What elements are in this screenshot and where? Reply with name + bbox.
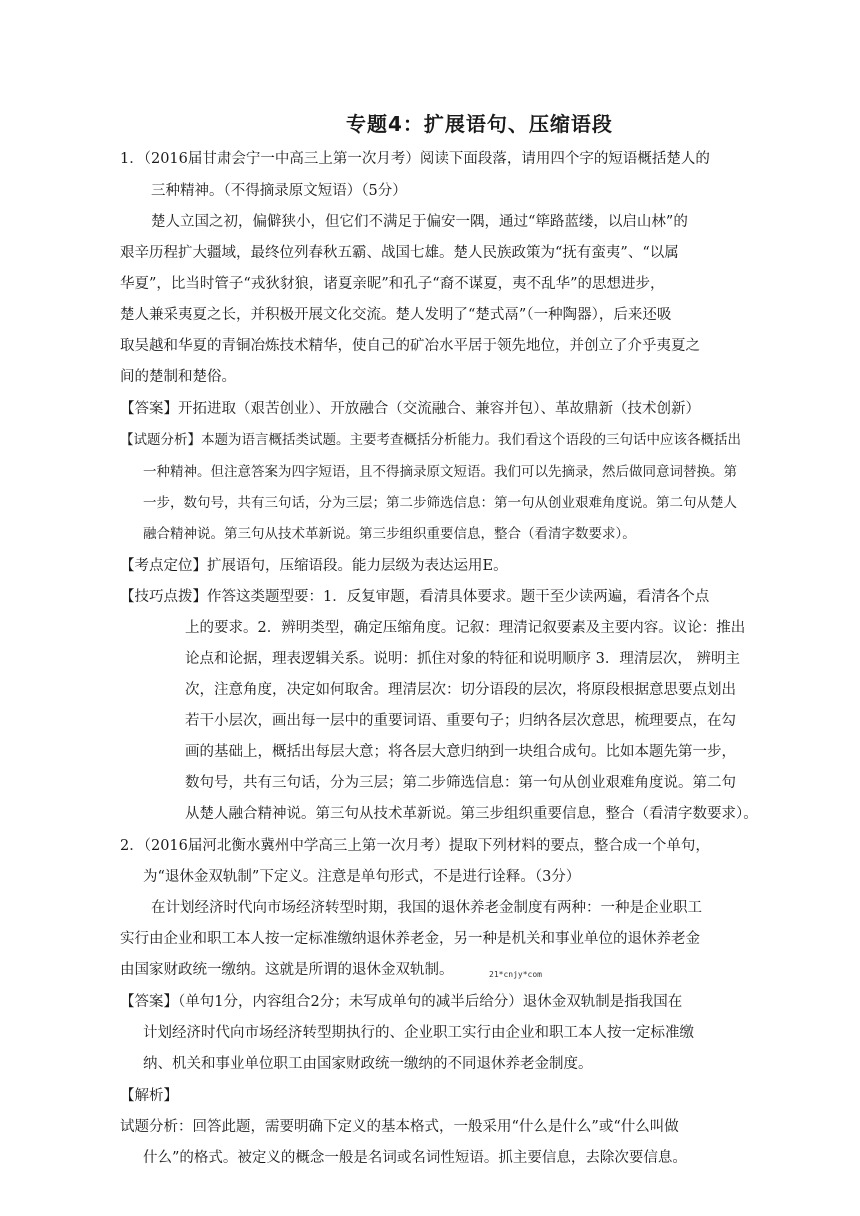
text-line-p1-l1: 楚人立国之初，偏僻狭小，但它们不满足于偏安一隅，通过“筚路蓝缕，以启山林”的 (151, 214, 688, 230)
text-line-an1-l3: 一步，数句号，共有三句话，分为三层；第二步筛选信息：第一句从创业艰难角度说。第二句从楚人 (143, 495, 737, 511)
text-line-a1: 【答案】开拓进取（艰苦创业）、开放融合（交流融合、兼容并包）、革故鼎新（技术创新） (120, 401, 700, 417)
page-title: 专题4：扩展语句、压缩语段 (346, 112, 613, 136)
text-line-p1-l5: 取吴越和华夏的青铜冶炼技术精华，使自己的矿冶水平居于领先地位，并创立了介乎夷夏之 (120, 338, 700, 354)
text-line-jq-l3: 论点和论据，理表逻辑关系。说明：抓住对象的特征和说明顺序 3．理清层次， 辨明主 (185, 651, 740, 667)
text-line-p2-l3: 由国家财政统一缴纳。这就是所谓的退休金双轨制。 (120, 962, 454, 978)
watermark: 21*cnjy*com (489, 970, 542, 979)
text-line-p1-l2: 艰辛历程扩大疆域，最终位列春秋五霸、战国七雄。楚人民族政策为“抚有蛮夷”、“以属 (120, 245, 679, 261)
text-line-jq-l8: 从楚人融合精神说。第三句从技术革新说。第三步组织重要信息，整合（看清字数要求）。 (185, 806, 758, 822)
text-line-an2-l2: 什么”的格式。被定义的概念一般是名词或名词性短语。抓主要信息，去除次要信息。 (143, 1150, 687, 1166)
text-line-jq-l4: 次，注意角度，决定如何取舍。理清层次：切分语段的层次，将原段根据意思要点划出 (185, 682, 736, 698)
text-line-p2-l1: 在计划经济时代向市场经济转型时期，我国的退休养老金制度有两种：一种是企业职工 (151, 900, 702, 916)
text-line-an2-l1: 试题分析：回答此题，需要明确下定义的基本格式，一般采用“什么是什么”或“什么叫做 (120, 1119, 679, 1135)
text-line-a2-l3: 纳、机关和事业单位职工由国家财政统一缴纳的不同退休养老金制度。 (143, 1056, 593, 1072)
text-line-q1-l2: 三种精神。（不得摘录原文短语）（5分） (151, 183, 407, 199)
text-line-p1-l4: 楚人兼采夷夏之长，并积极开展文化交流。楚人发明了“楚式鬲”（一种陶器），后来还吸 (120, 307, 672, 323)
text-line-q1-l1: 1．（2016届甘肃会宁一中高三上第一次月考）阅读下面段落，请用四个字的短语概括楚人的 (120, 151, 710, 167)
text-line-q2-l1: 2．（2016届河北衡水冀州中学高三上第一次月考）提取下列材料的要点，整合成一个单句， (120, 838, 710, 854)
text-line-jq-l5: 若干小层次，画出每一层中的重要词语、重要句子；归纳各层次意思，梳理要点，在勾 (185, 713, 736, 729)
text-line-an1-l4: 融合精神说。第三句从技术革新说。第三步组织重要信息，整合（看清字数要求）。 (143, 526, 636, 542)
text-line-p2-l2: 实行由企业和职工本人按一定标准缴纳退休养老金，另一种是机关和事业单位的退休养老金 (120, 931, 700, 947)
text-line-jq-l1: 【技巧点拨】作答这类题型要：1．反复审题，看清具体要求。题干至少读两遍，看清各个点 (120, 589, 710, 605)
text-line-kd1: 【考点定位】扩展语句，压缩语段。能力层级为表达运用E。 (120, 558, 508, 574)
text-line-p1-l3: 华夏”，比当时管子“戎狄豺狼，诸夏亲昵”和孔子“裔不谋夏，夷不乱华”的思想进步， (120, 276, 665, 292)
text-line-p1-l6: 间的楚制和楚俗。 (120, 369, 236, 385)
text-line-a2-l1: 【答案】（单句1分，内容组合2分；未写成单句的减半后给分）退休金双轨制是指我国在 (120, 994, 683, 1010)
text-line-an1-l2: 一种精神。但注意答案为四字短语，且不得摘录原文短语。我们可以先摘录，然后做同意词替换。第 (143, 464, 737, 480)
text-line-jq-l7: 数句号，共有三句话，分为三层；第二步筛选信息：第一句从创业艰难角度说。第二句 (185, 775, 736, 791)
text-line-q2-l2: 为“退休金双轨制”下定义。注意是单句形式，不是进行诠释。（3分） (143, 869, 581, 885)
text-line-an1-l1: 【试题分析】本题为语言概括类试题。主要考查概括分析能力。我们看这个语段的三句话中应该各概括出 (120, 432, 741, 448)
text-line-jq-l6: 画的基础上，概括出每层大意；将各层大意归纳到一块组合成句。比如本题先第一步， (185, 744, 736, 760)
text-line-a2-l2: 计划经济时代向市场经济转型期执行的、企业职工实行由企业和职工本人按一定标准缴 (143, 1025, 694, 1041)
text-line-jq-l2: 上的要求。2．辨明类型，确定压缩角度。记叙：理清记叙要素及主要内容。议论：推出 (185, 620, 746, 636)
text-line-jx2: 【解析】 (120, 1088, 178, 1104)
